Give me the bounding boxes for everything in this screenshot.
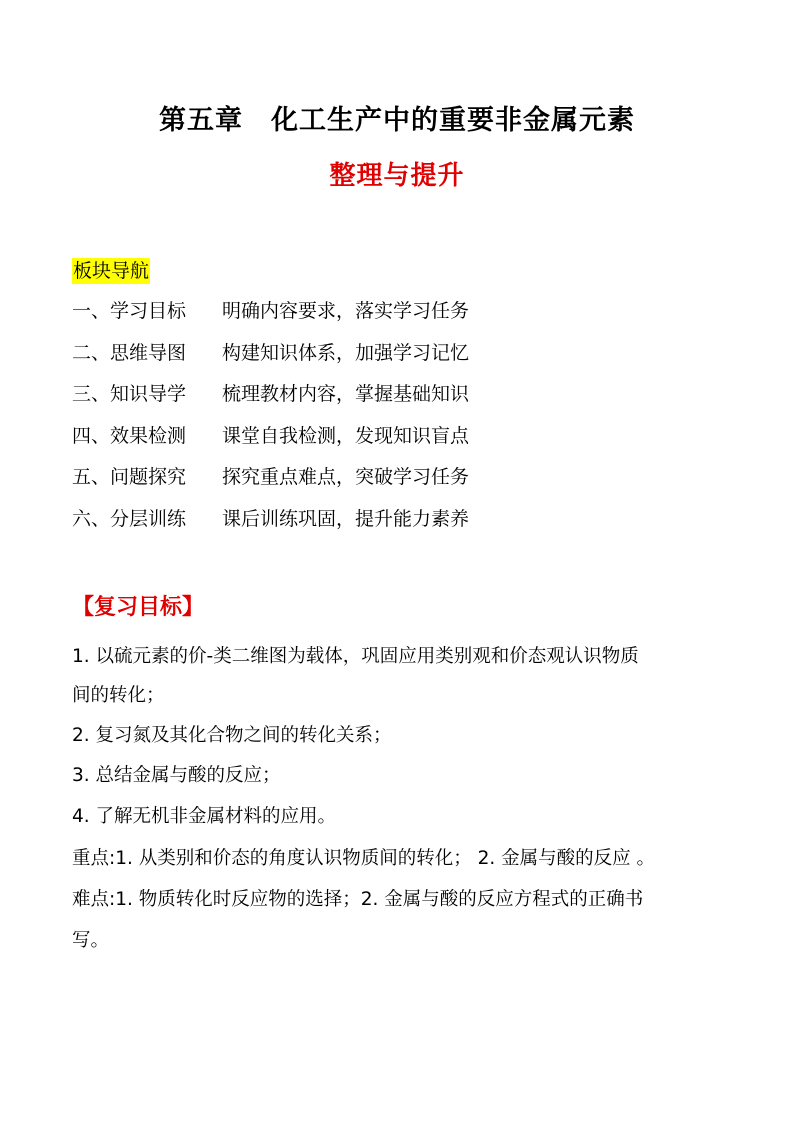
review-line: 4. 了解无机非金属材料的应用。 [72,806,337,827]
nav-heading: 板块导航 [73,260,150,282]
nav-item-goals [72,298,469,340]
nav-item-guide [72,381,469,423]
nav-item-name: 六、分层训练 [72,507,187,530]
nav-item-desc: 探究重点难点，突破学习任务 [222,466,470,488]
difficult-points-line: 写。 [72,930,110,951]
nav-item-name: 四、效果检测 [72,424,187,447]
review-line: 间的转化； [72,685,165,706]
chapter-title: 第五章 化工生产中的重要非金属元素 [159,105,635,136]
nav-item-training [72,506,469,548]
nav-item-desc: 课后训练巩固，提升能力素养 [222,507,470,530]
nav-item-desc: 明确内容要求，落实学习任务 [222,300,470,322]
nav-item-desc: 构建知识体系，加强学习记忆 [222,341,470,364]
nav-item-mindmap [72,340,469,382]
nav-item-check [72,423,469,465]
difficult-points-line: 难点:1. 物质转化时反应物的选择；2. 金属与酸的反应方程式的正确书 [72,889,644,910]
nav-item-name: 一、学习目标 [72,300,187,322]
review-line: 3. 总结金属与酸的反应； [72,765,281,786]
nav-item-desc: 课堂自我检测，发现知识盲点 [222,424,470,447]
review-line: 1. 以硫元素的价-类二维图为载体，巩固应用类别观和价态观认识物质 [72,646,639,667]
nav-item-name: 二、思维导图 [72,341,187,364]
section-title: 整理与提升 [329,161,465,191]
nav-item-explore [72,464,469,506]
key-points-line: 重点:1. 从类别和价态的角度认识物质间的转化； 2. 金属与酸的反应 。 [72,848,656,869]
nav-item-name: 五、问题探究 [72,466,187,488]
nav-item-desc: 梳理教材内容，掌握基础知识 [222,383,470,405]
nav-list [72,298,469,547]
nav-item-name: 三、知识导学 [72,383,187,405]
review-line: 2. 复习氮及其化合物之间的转化关系； [72,725,392,746]
review-heading: 【复习目标】 [72,595,205,620]
